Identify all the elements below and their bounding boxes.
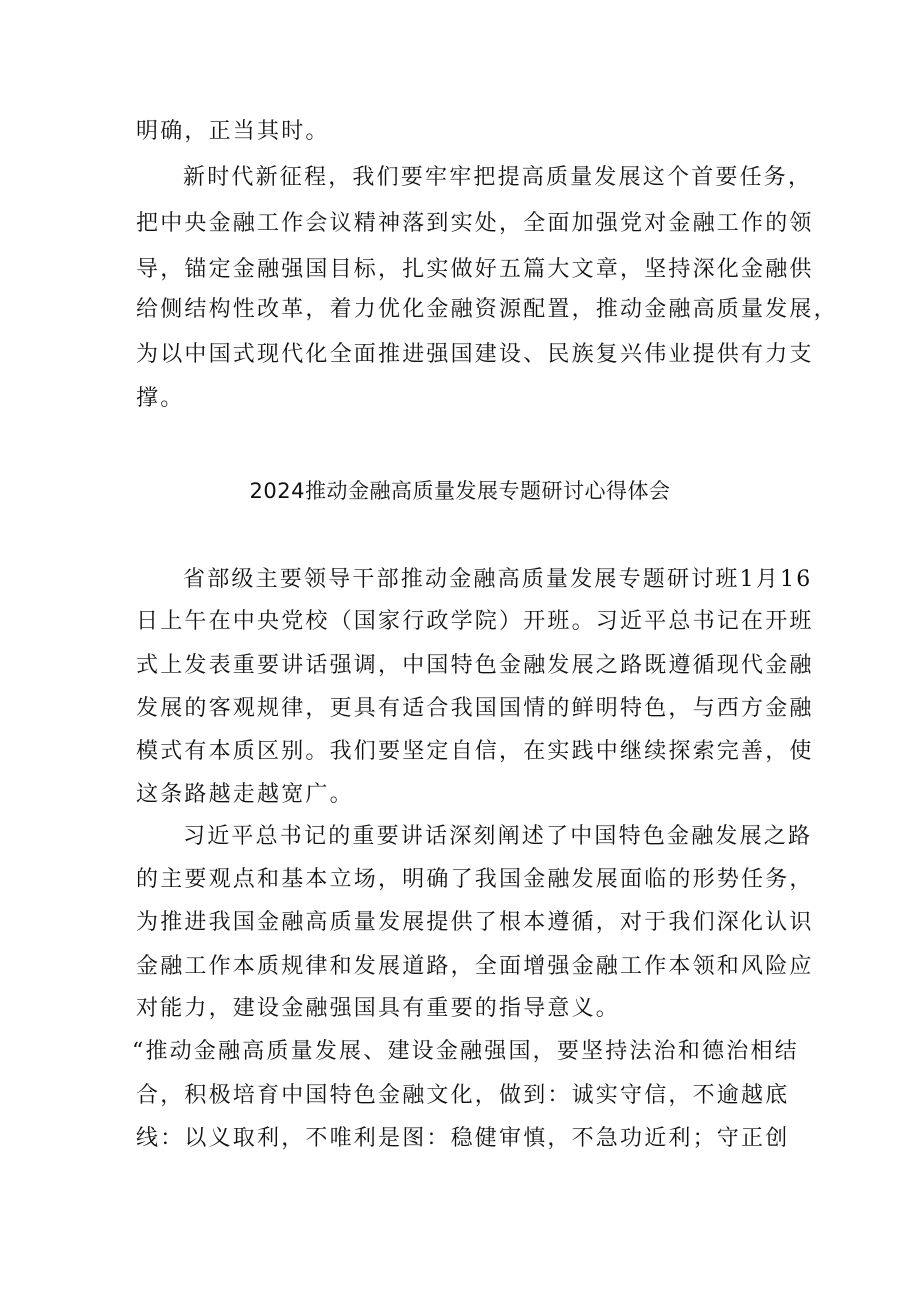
paragraph-line: 模式有本质区别。我们要坚定自信，在实践中继续探索完善，使	[136, 739, 814, 764]
paragraph-line: 明确，正当其时。	[136, 119, 330, 144]
paragraph-line: 对能力，建设金融强国具有重要的指导意义。	[136, 996, 621, 1021]
paragraph-line: 导，锚定金融强国目标，扎实做好五篇大文章，坚持深化金融供	[136, 257, 814, 282]
paragraph-line: 的主要观点和基本立场，明确了我国金融发展面临的形势任务，	[136, 867, 814, 892]
paragraph-line: 合，积极培育中国特色金融文化，做到：诚实守信，不逾越底	[136, 1083, 790, 1108]
paragraph-line: 线：以义取利，不唯利是图：稳健审慎，不急功近利；守正创	[136, 1126, 790, 1151]
paragraph-line: 这条路越走越宽广。	[136, 782, 354, 807]
paragraph-line: 为以中国式现代化全面推进强国建设、民族复兴伟业提供有力支	[136, 342, 814, 367]
paragraph-line: 日上午在中央党校（国家行政学院）开班。习近平总书记在开班	[136, 609, 814, 634]
paragraph-line: 给侧结构性改革，着力优化金融资源配置，推动金融高质量发展，	[136, 297, 838, 322]
paragraph-line: 撑。	[136, 386, 185, 411]
paragraph-line: 把中央金融工作会议精神落到实处，全面加强党对金融工作的领	[136, 211, 814, 236]
paragraph-line: 省部级主要领导干部推动金融高质量发展专题研讨班1月16	[183, 567, 813, 592]
paragraph-line: “推动金融高质量发展、建设金融强国，要坚持法治和德治相结	[132, 1039, 799, 1064]
paragraph-line: 为推进我国金融高质量发展提供了根本遵循，对于我们深化认识	[136, 910, 814, 935]
paragraph-line: 习近平总书记的重要讲话深刻阐述了中国特色金融发展之路	[183, 824, 813, 849]
paragraph-line: 新时代新征程，我们要牢牢把提高质量发展这个首要任务，	[183, 165, 813, 190]
section-heading: 2024推动金融高质量发展专题研讨心得体会	[249, 479, 671, 503]
paragraph-line: 金融工作本质规律和发展道路，全面增强金融工作本领和风险应	[136, 954, 814, 979]
paragraph-line: 发展的客观规律，更具有适合我国国情的鲜明特色，与西方金融	[136, 696, 814, 721]
paragraph-line: 式上发表重要讲话强调，中国特色金融发展之路既遵循现代金融	[136, 653, 814, 678]
